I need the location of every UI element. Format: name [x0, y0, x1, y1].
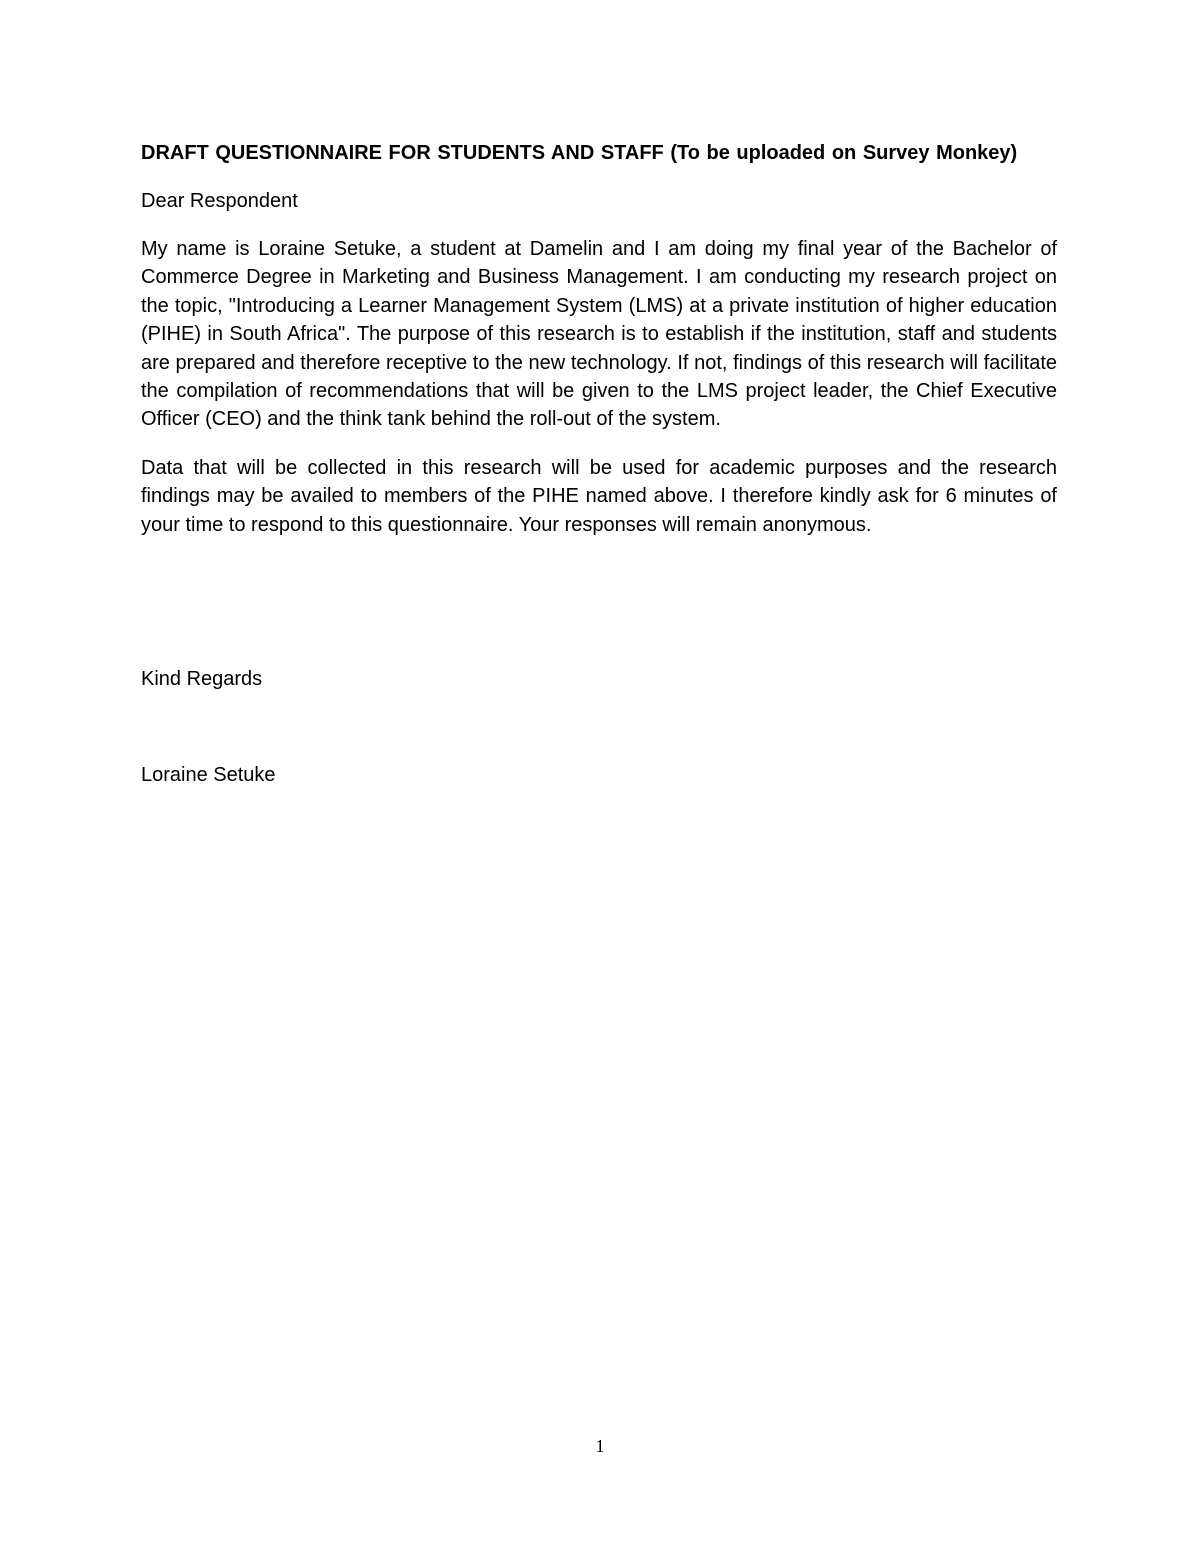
- paragraph-data-usage: Data that will be collected in this research will be used for academic purposes and the research findings may be availed to members of the PIHE named above. I therefore kindly ask for 6 minutes of your time to respond to this questionnaire. Your responses will remain anonymous.: [141, 456, 1057, 536]
- salutation: Dear Respondent: [141, 190, 298, 212]
- page-number: 1: [595, 1436, 605, 1456]
- paragraph-introduction: My name is Loraine Setuke, a student at Damelin and I am doing my final year of the Bachelor of Commerce Degree in Marketing and Business Management. I am conducting my research project on the topic, "Introducing a Learner Management System (LMS) at a private institution of higher education (PIHE) in South Africa". The purpose of this research is to establish if the institution, staff and students are prepared and therefore receptive to the new technology. If not, findings of this research will facilitate the compilation of recommendations that will be given to the LMS project leader, the Chief Executive Officer (CEO) and the think tank behind the roll-out of the system.: [141, 238, 1057, 431]
- closing: Kind Regards: [141, 668, 263, 690]
- signature-name: Loraine Setuke: [141, 764, 276, 786]
- document-title: DRAFT QUESTIONNAIRE FOR STUDENTS AND STAFF (To be uploaded on Survey Monkey): [141, 142, 1018, 164]
- document-body: [141, 139, 1057, 539]
